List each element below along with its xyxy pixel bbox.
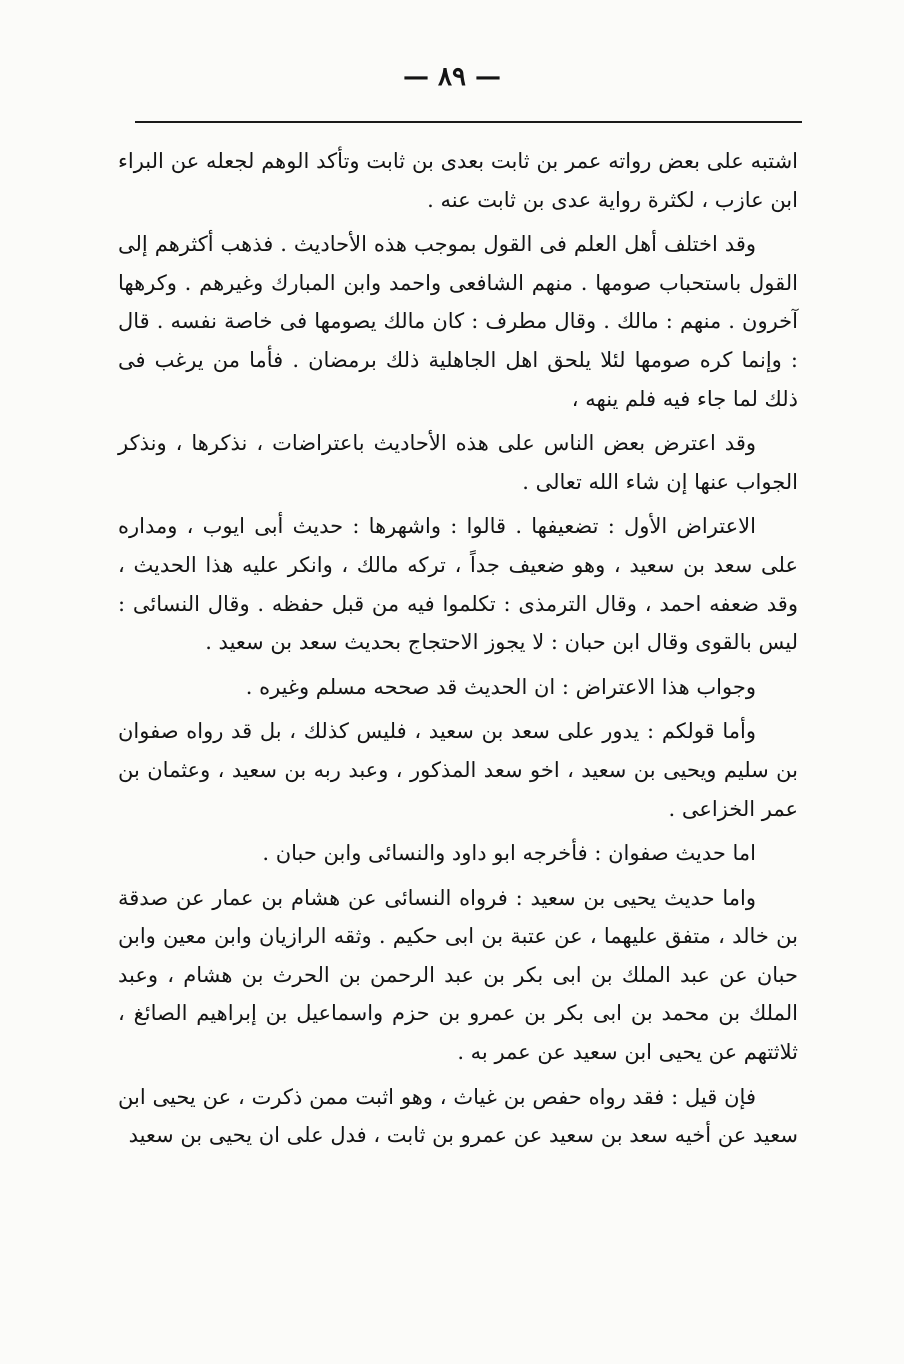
paragraph-7: اما حديث صفوان : فأخرجه ابو داود والنسائى وابن حبان . [262,841,756,866]
page-number: — ٨٩ — [402,62,502,92]
paragraph-5: وجواب هذا الاعتراض : ان الحديث قد صححه مسلم وغيره . [245,674,756,699]
paragraph-6: وأما قولكم : يدور على سعد بن سعيد ، فليس كذلك ، بل قد رواه صفوان بن سليم ويحيى بن سعيد ، اخو سعد المذكور ، وعبد ربه بن سعيد ، وعثمان بن عمر الخزاعى . [118,719,798,821]
paragraph-3: وقد اعترض بعض الناس على هذه الأحاديث باعتراضات ، نذكرها ، ونذكر الجواب عنها إن شاء الله تعالى . [118,431,798,494]
body-text [118,142,798,1161]
paragraph-4: الاعتراض الأول : تضعيفها . قالوا : واشهرها : حديث أبى ايوب ، ومداره على سعد بن سعيد ، وهو ضعيف جداً ، تركه مالك ، وانكر عليه هذا الحديث ، وقد ضعفه احمد ، وقال الترمذى : تكلموا فيه من قبل حفظه . وقال النسائى : ليس بالقوى وقال ابن حبان : لا يجوز الاحتجاج بحديث سعد بن سعيد . [118,514,798,655]
paragraph-1: اشتبه على بعض رواته عمر بن ثابت بعدى بن ثابت وتأكد الوهم لجعله عن البراء ابن عازب ، لكثرة رواية عدى بن ثابت عنه . [118,149,798,212]
paragraph-9: فإن قيل : فقد رواه حفص بن غياث ، وهو اثبت ممن ذكرت ، عن يحيى ابن سعيد عن أخيه سعد بن سعيد عن عمرو بن ثابت ، فدل على ان يحيى بن سعيد [118,1084,798,1148]
header-rule [135,121,802,123]
paragraph-8: واما حديث يحيى بن سعيد : فرواه النسائى عن هشام بن عمار عن صدقة بن خالد ، متفق عليهما ، عن عتبة بن ابى حكيم . وثقه الرازيان وابن معين وابن حبان عن عبد الملك بن ابى بكر بن عبد الرحمن بن الحرث بن هشام ، وعبد الملك بن محمد بن ابى بكر بن عمرو بن حزم واسماعيل بن إبراهيم الصائغ ، ثلاثتهم عن يحيى ابن سعيد عن عمر به . [118,885,798,1065]
paragraph-2: وقد اختلف أهل العلم فى القول بموجب هذه الأحاديث . فذهب أكثرهم إلى القول باستحباب صومها . منهم الشافعى واحمد وابن المبارك وغيرهم . وكرهها آخرون . منهم : مالك . وقال مطرف : كان مالك يصومها فى خاصة نفسه . قال : وإنما كره صومها لئلا يلحق اهل الجاهلية ذلك برمضان . فأما من يرغب فى ذلك لما جاء فيه فلم ينهه ، [118,232,798,411]
